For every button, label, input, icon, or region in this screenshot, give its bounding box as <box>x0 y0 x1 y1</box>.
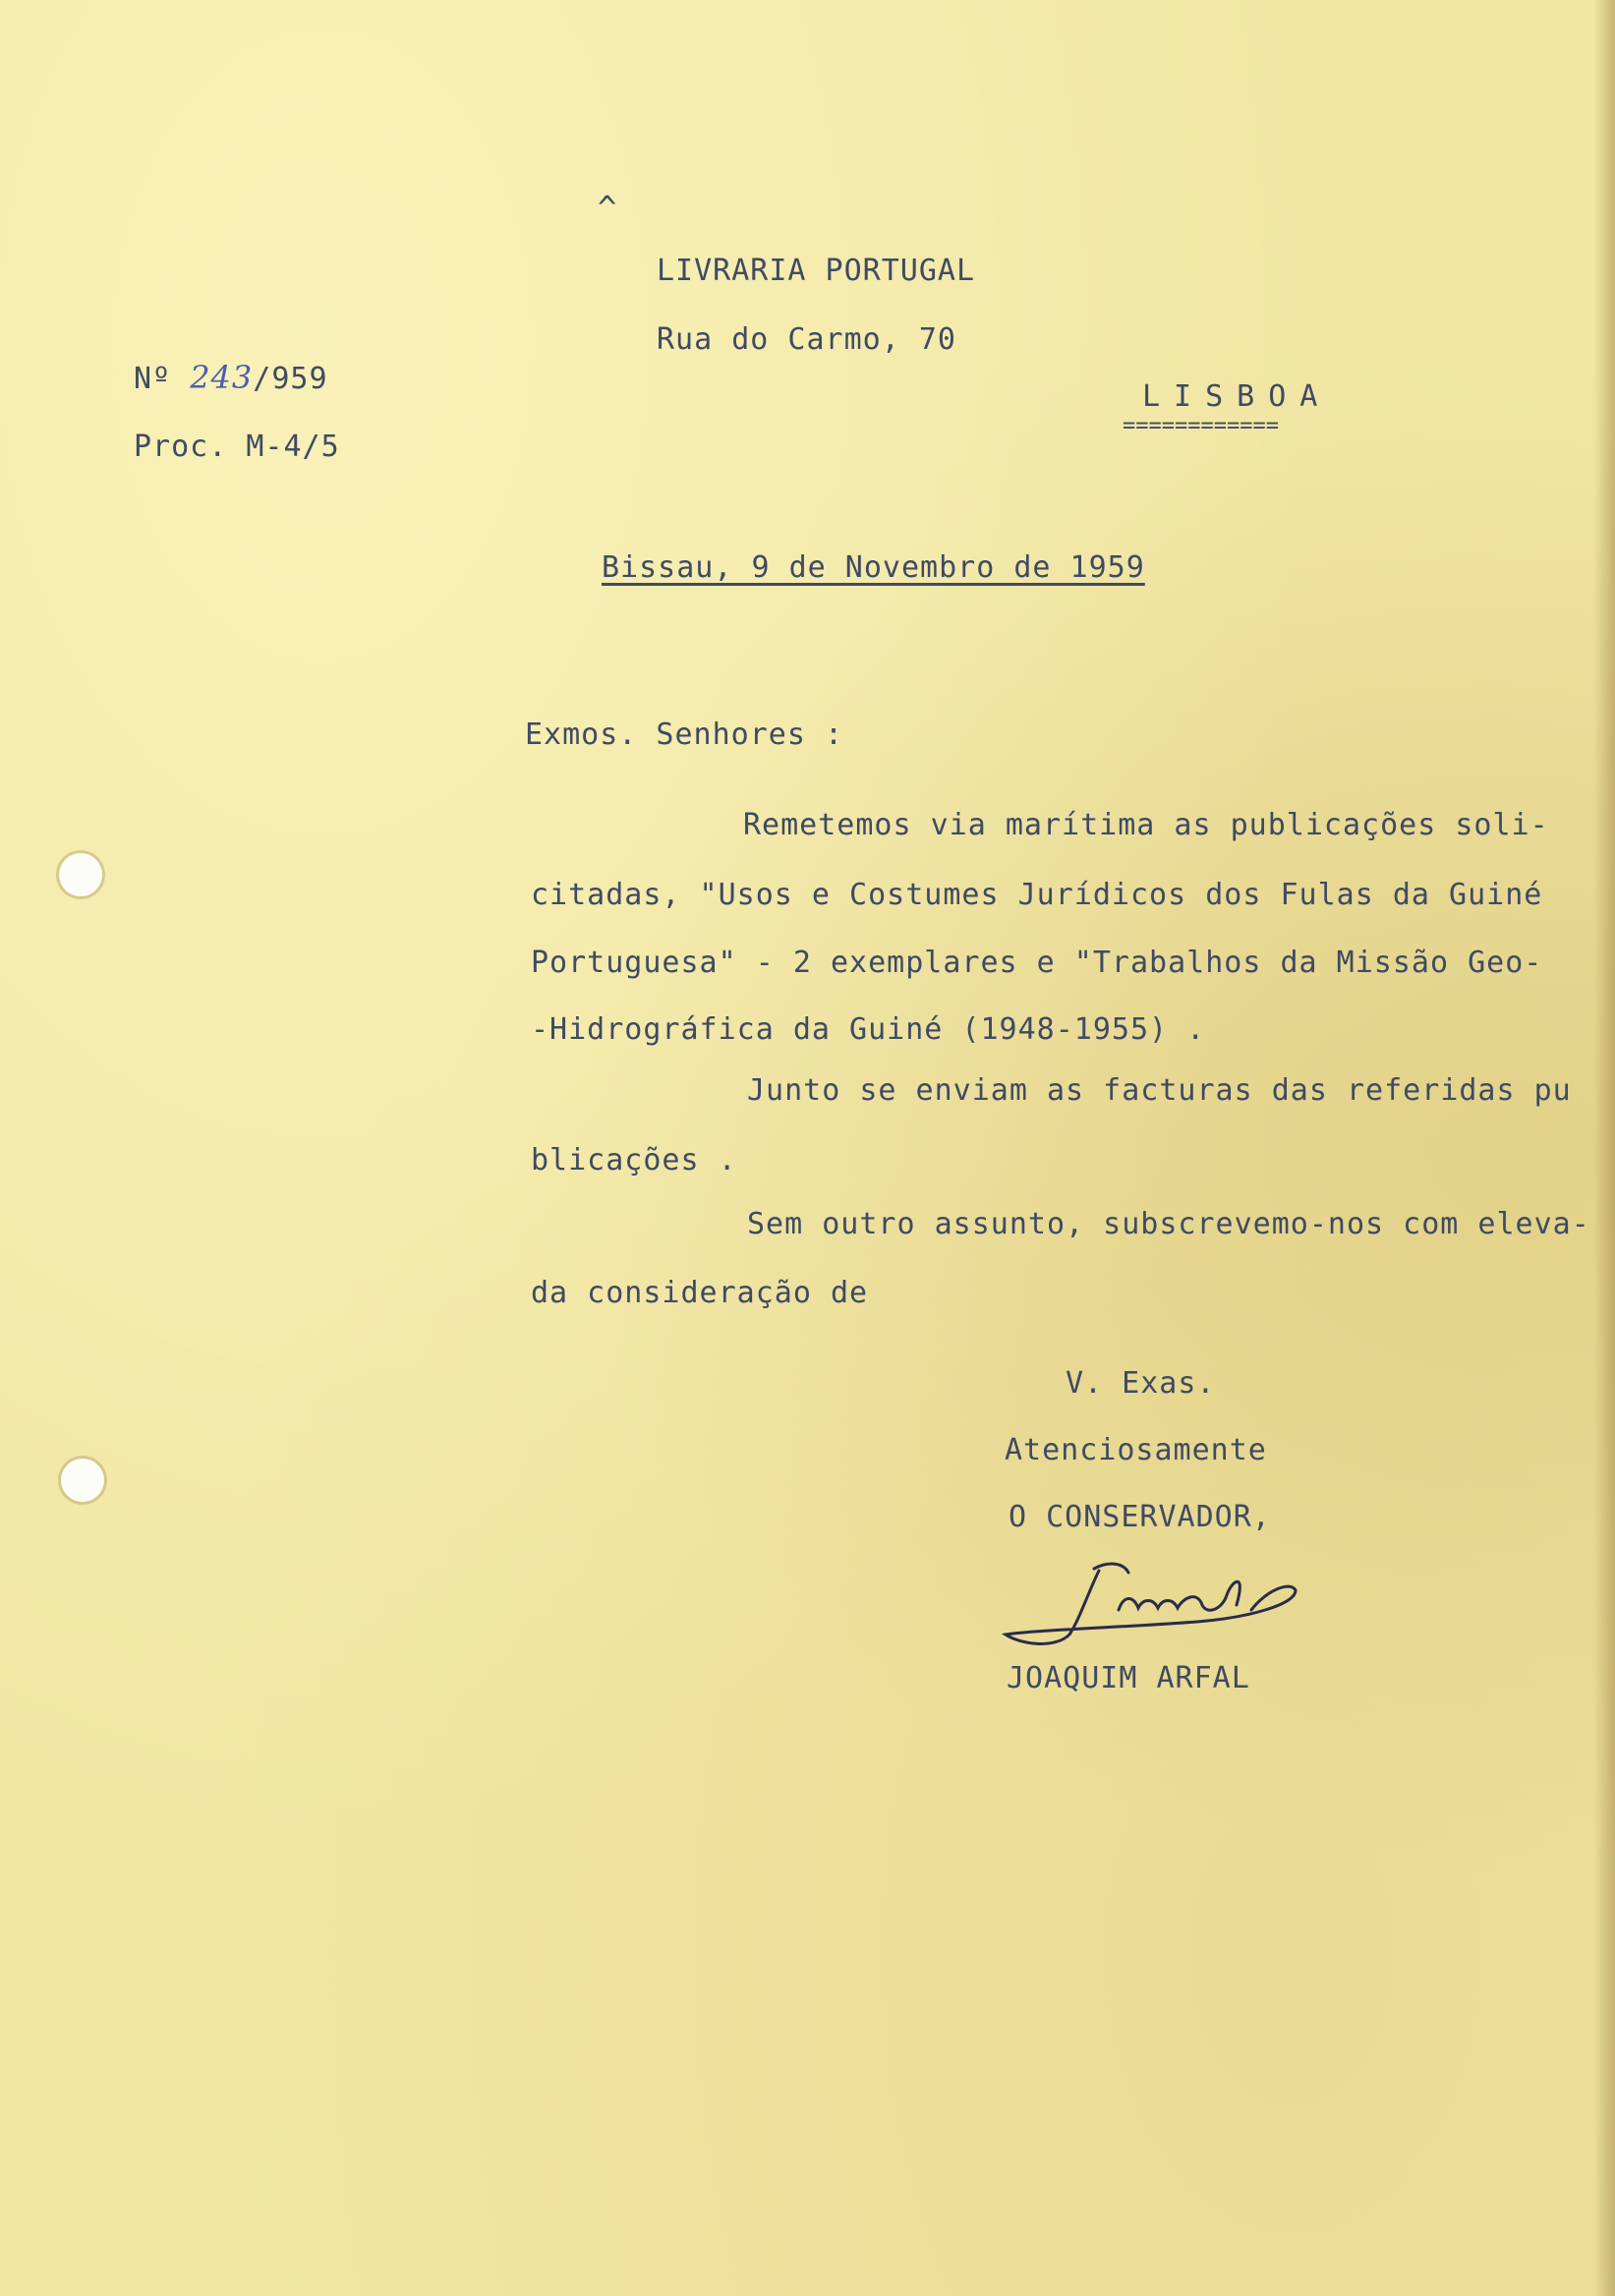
signature-name: JOAQUIM ARFAL <box>1007 1661 1250 1695</box>
date-line: Bissau, 9 de Novembro de 1959 <box>602 550 1145 585</box>
closing-line-1: V. Exas. <box>1066 1366 1216 1401</box>
salutation: Exmos. Senhores : <box>525 718 844 752</box>
corner-mark: ^ <box>598 189 618 226</box>
addressee-city-underline: ============ <box>1123 414 1279 438</box>
reference-number-prefix: Nº <box>134 362 172 396</box>
punch-hole-bottom <box>61 1459 104 1502</box>
page-edge-shadow <box>1593 0 1615 2296</box>
reference-number <box>134 359 328 396</box>
body-line-1: Remetemos via marítima as publicações soli- <box>743 808 1549 842</box>
punch-hole-top <box>59 853 102 896</box>
body-line-3: Portuguesa" - 2 exemplares e "Trabalhos da Missão Geo- <box>531 946 1543 980</box>
process-reference: Proc. M-4/5 <box>134 430 340 464</box>
body-line-5: Junto se enviam as facturas das referidas pu <box>747 1073 1572 1108</box>
reference-number-handwritten: 243 <box>190 359 254 396</box>
body-line-6: blicações . <box>531 1143 737 1177</box>
closing-line-2: Atenciosamente <box>1005 1433 1267 1467</box>
addressee-name: LIVRARIA PORTUGAL <box>657 254 976 288</box>
body-line-7: Sem outro assunto, subscrevemo-nos com eleva- <box>747 1207 1590 1241</box>
body-line-4: -Hidrográfica da Guiné (1948-1955) . <box>531 1012 1206 1047</box>
body-line-8: da consideração de <box>531 1276 869 1310</box>
closing-line-3: O CONSERVADOR, <box>1009 1500 1271 1534</box>
reference-number-suffix: /959 <box>253 362 328 396</box>
body-line-2: citadas, "Usos e Costumes Jurídicos dos Fulas da Guiné <box>531 878 1543 912</box>
handwritten-signature <box>1001 1551 1315 1659</box>
addressee-street: Rua do Carmo, 70 <box>657 322 956 357</box>
addressee-city: LISBOA <box>1142 379 1332 414</box>
